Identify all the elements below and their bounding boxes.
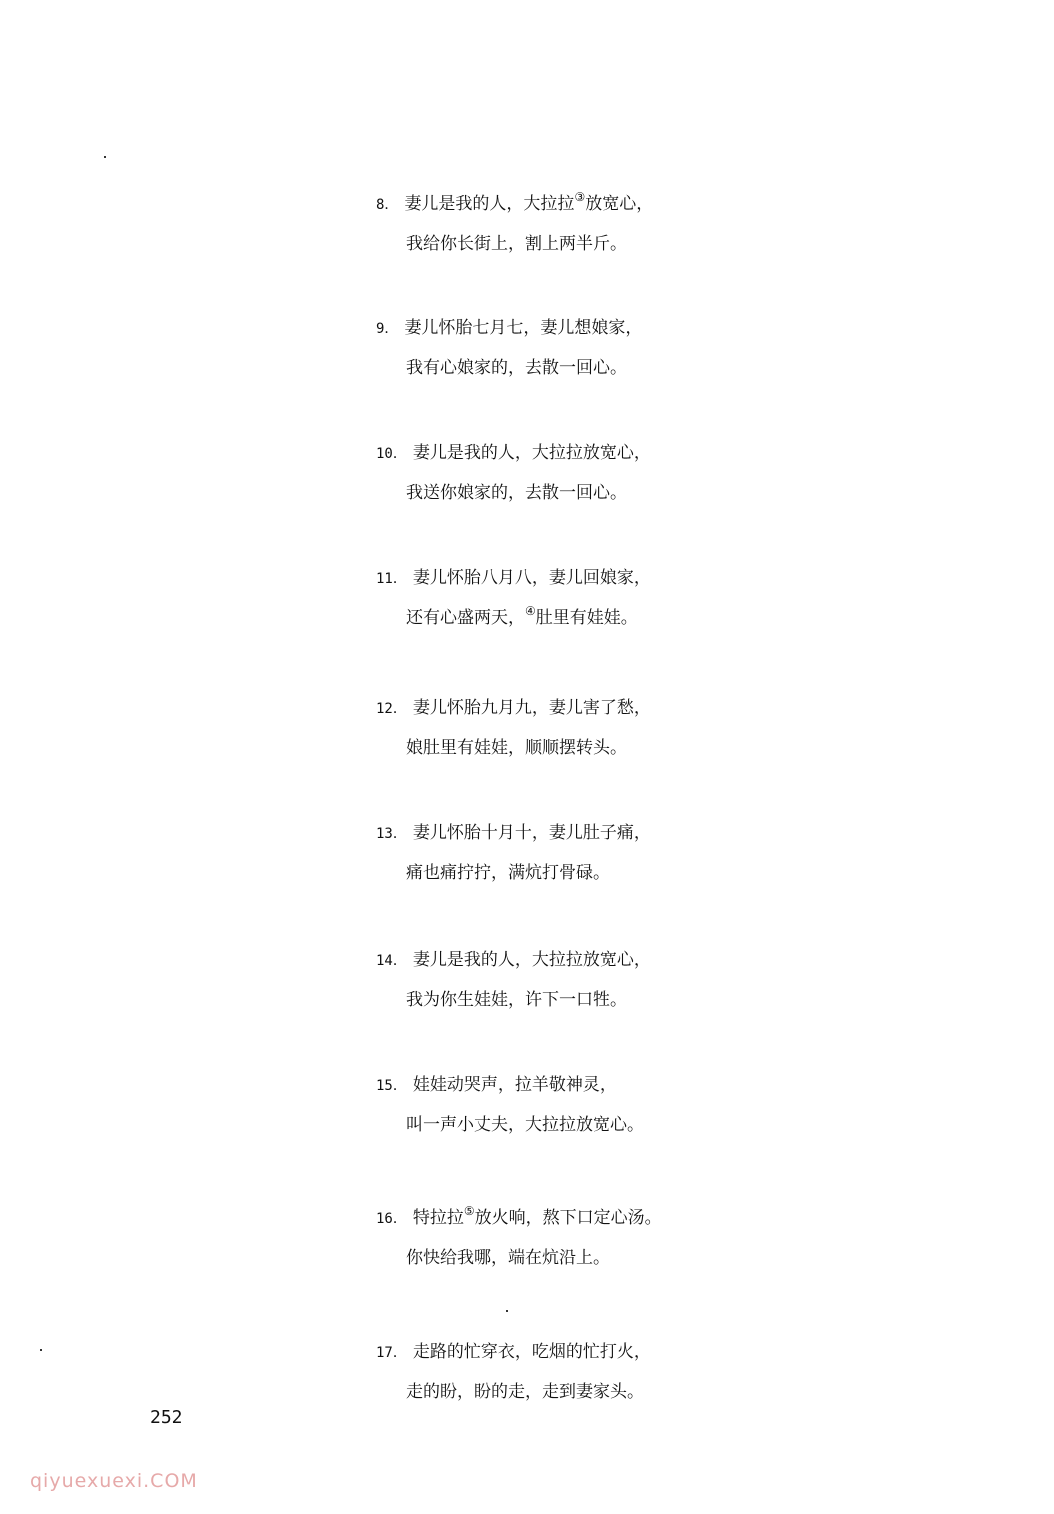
verse-line-1: 8． 妻儿是我的人，大拉拉③放宽心， <box>376 190 654 214</box>
verse-9 <box>376 317 642 379</box>
verse-line-2: 我送你娘家的，去散一回心。 <box>406 483 627 503</box>
verse-number: 14． <box>376 953 407 969</box>
verse-number: 13． <box>376 826 407 842</box>
verse-number: 12． <box>376 701 407 717</box>
footnote-marker: ⑤ <box>463 1204 475 1218</box>
verse-14 <box>376 949 651 1011</box>
verse-17 <box>376 1341 651 1403</box>
verse-line-2: 你快给我哪，端在炕沿上。 <box>406 1248 610 1268</box>
scan-speck <box>506 1310 508 1312</box>
footnote-marker: ④ <box>525 604 536 618</box>
footnote-marker: ③ <box>574 190 586 204</box>
verse-line-1: 11． 妻儿怀胎八月八，妻儿回娘家， <box>376 568 651 588</box>
verse-line-1: 9． 妻儿怀胎七月七，妻儿想娘家， <box>376 318 643 338</box>
verse-line-2: 娘肚里有娃娃，顺顺摆转头。 <box>406 738 627 758</box>
scan-speck <box>104 156 106 158</box>
verse-number: 9． <box>376 321 399 337</box>
verse-number: 16． <box>376 1211 407 1227</box>
scan-speck <box>40 1349 42 1351</box>
verse-line-1: 17． 走路的忙穿衣，吃烟的忙打火， <box>376 1342 651 1362</box>
page-number: 252 <box>150 1407 183 1428</box>
verse-13 <box>376 822 651 884</box>
verse-line-1: 13． 妻儿怀胎十月十，妻儿肚子痛， <box>376 823 651 843</box>
verse-line-2: 叫一声小丈夫，大拉拉放宽心。 <box>406 1115 644 1135</box>
verse-8 <box>376 190 654 255</box>
verse-10 <box>376 442 651 504</box>
verse-number: 10． <box>376 446 407 462</box>
verse-line-2: 我给你长街上，割上两半斤。 <box>406 234 627 254</box>
verse-line-2: 走的盼，盼的走，走到妻家头。 <box>406 1382 644 1402</box>
verse-line-1: 14． 妻儿是我的人，大拉拉放宽心， <box>376 950 651 970</box>
verse-line-2: 我为你生娃娃，许下一口牲。 <box>406 990 627 1010</box>
verse-line-1: 16． 特拉拉⑤放火响，熬下口定心汤。 <box>376 1204 662 1228</box>
verse-number: 15． <box>376 1078 407 1094</box>
verse-12 <box>376 697 651 759</box>
verse-line-1: 10． 妻儿是我的人，大拉拉放宽心， <box>376 443 651 463</box>
verse-line-1: 12． 妻儿怀胎九月九，妻儿害了愁， <box>376 698 651 718</box>
site-watermark: qiyuexuexi.COM <box>30 1470 198 1492</box>
verse-number: 17． <box>376 1345 407 1361</box>
verse-15 <box>376 1074 644 1136</box>
verse-line-2: 我有心娘家的，去散一回心。 <box>406 358 627 378</box>
verse-line-2: 还有心盛两天，④肚里有娃娃。 <box>406 604 638 628</box>
verse-16 <box>376 1204 662 1269</box>
verse-number: 11． <box>376 571 407 587</box>
verse-number: 8． <box>376 197 399 213</box>
verse-line-2: 痛也痛拧拧，满炕打骨碌。 <box>406 863 610 883</box>
verse-11 <box>376 567 651 629</box>
verse-line-1: 15． 娃娃动哭声，拉羊敬神灵， <box>376 1075 617 1095</box>
